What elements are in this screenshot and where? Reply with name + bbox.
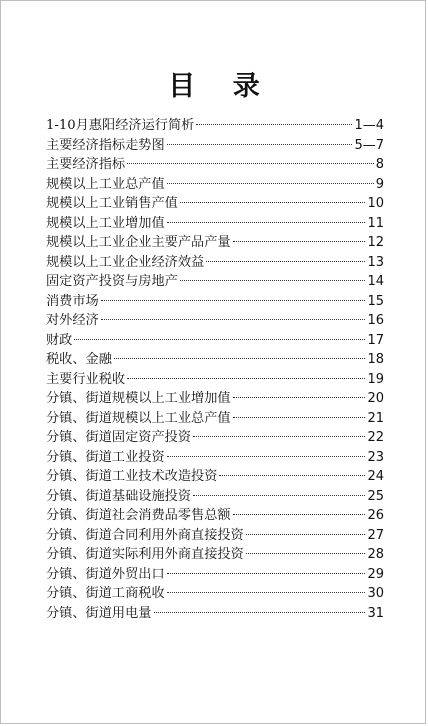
toc-entry-page-number: 1—4	[354, 118, 384, 133]
toc-dot-leader	[114, 358, 366, 359]
page-title: 目 录	[168, 71, 274, 103]
toc-entry[interactable]	[46, 272, 384, 292]
toc-entry-page-number: 11	[367, 215, 384, 231]
toc-dot-leader	[101, 300, 366, 301]
toc-entry-title: 分镇、街道基础设施投资	[46, 488, 192, 504]
toc-entry-title: 分镇、街道工业技术改造投资	[46, 469, 218, 484]
toc-entry-page-number: 17	[367, 332, 384, 348]
toc-entry-page-number: 12	[367, 235, 384, 250]
toc-entry[interactable]	[46, 311, 384, 331]
toc-entry-page-number: 28	[367, 547, 384, 562]
toc-dot-leader	[127, 378, 365, 379]
toc-entry-title: 消费市场	[46, 293, 99, 309]
toc-entry-page-number: 23	[367, 449, 384, 465]
toc-entry-title: 分镇、街道实际利用外商直接投资	[46, 547, 244, 562]
toc-entry-title: 规模以上工业增加值	[46, 215, 165, 231]
toc-entry-title: 规模以上工业企业经济效益	[46, 254, 205, 270]
toc-entry-title: 税收、金融	[46, 352, 112, 367]
toc-entry-title: 分镇、街道合同利用外商直接投资	[46, 527, 244, 543]
toc-entry-page-number: 31	[367, 605, 384, 621]
toc-dot-leader	[167, 573, 366, 574]
toc-entry[interactable]	[46, 526, 384, 546]
toc-dot-leader	[180, 202, 366, 203]
toc-dot-leader	[180, 280, 366, 281]
toc-entry-title: 主要行业税收	[46, 371, 126, 387]
toc-entry[interactable]	[46, 389, 384, 409]
toc-entry-page-number: 26	[367, 508, 384, 523]
toc-dot-leader	[219, 475, 365, 476]
toc-dot-leader	[167, 144, 353, 145]
toc-dot-leader	[233, 397, 366, 398]
toc-entry-title: 对外经济	[46, 313, 99, 328]
toc-entry-title: 分镇、街道规模以上工业增加值	[46, 391, 231, 406]
toc-entry-page-number: 5—7	[354, 137, 384, 153]
toc-dot-leader	[246, 534, 366, 535]
toc-entry[interactable]	[46, 604, 384, 624]
toc-dot-leader	[167, 592, 366, 593]
toc-entry-title: 规模以上工业总产值	[46, 176, 165, 192]
toc-entry[interactable]	[46, 175, 384, 195]
toc-entry[interactable]	[46, 331, 384, 351]
toc-entry-page-number: 30	[367, 586, 384, 601]
toc-entry-title: 1-10月惠阳经济运行简析	[46, 118, 195, 133]
toc-entry-title: 分镇、街道规模以上工业总产值	[46, 410, 231, 426]
toc-entry[interactable]	[46, 194, 384, 214]
toc-entry-page-number: 10	[367, 196, 384, 211]
toc-entry[interactable]	[46, 467, 384, 487]
toc-dot-leader	[233, 417, 366, 418]
toc-dot-leader	[206, 261, 365, 262]
toc-entry-page-number: 20	[367, 391, 384, 406]
toc-entry[interactable]	[46, 487, 384, 507]
toc-dot-leader	[101, 319, 366, 320]
toc-dot-leader	[167, 456, 366, 457]
toc-entry-page-number: 18	[367, 352, 384, 367]
toc-entry-title: 分镇、街道工业投资	[46, 449, 165, 465]
toc-entry-title: 分镇、街道社会消费品零售总额	[46, 508, 231, 523]
toc-entry[interactable]	[46, 136, 384, 156]
toc-dot-leader	[233, 514, 366, 515]
toc-entry[interactable]	[46, 506, 384, 526]
toc-entry-page-number: 21	[367, 410, 384, 426]
toc-entry-title: 规模以上工业企业主要产品产量	[46, 235, 231, 250]
toc-entry-title: 主要经济指标	[46, 157, 126, 172]
toc-entry-page-number: 9	[375, 176, 384, 192]
toc-entry-title: 分镇、街道工商税收	[46, 586, 165, 601]
toc-entry-page-number: 24	[367, 469, 384, 484]
toc-entry-page-number: 13	[367, 254, 384, 270]
toc-entry[interactable]	[46, 214, 384, 234]
toc-dot-leader	[193, 436, 365, 437]
toc-entry[interactable]	[46, 448, 384, 468]
toc-dot-leader	[167, 222, 366, 223]
toc-entry[interactable]	[46, 370, 384, 390]
toc-dot-leader	[193, 495, 365, 496]
toc-entry-page-number: 22	[367, 430, 384, 445]
toc-entry-page-number: 29	[367, 566, 384, 582]
toc-entry[interactable]	[46, 428, 384, 448]
toc-entry[interactable]	[46, 253, 384, 273]
toc-dot-leader	[127, 163, 374, 164]
toc-entry-title: 财政	[46, 332, 73, 348]
toc-entry-title: 规模以上工业销售产值	[46, 196, 178, 211]
toc-entry-title: 固定资产投资与房地产	[46, 274, 178, 289]
toc-entry-page-number: 16	[367, 313, 384, 328]
toc-dot-leader	[246, 553, 366, 554]
toc-entry[interactable]	[46, 584, 384, 604]
toc-entry[interactable]	[46, 545, 384, 565]
toc-entry-title: 分镇、街道外贸出口	[46, 566, 165, 582]
toc-entry-title: 主要经济指标走势图	[46, 137, 165, 153]
toc-dot-leader	[74, 339, 365, 340]
toc-entry[interactable]	[46, 116, 384, 136]
toc-dot-leader	[167, 183, 374, 184]
toc-entry[interactable]	[46, 565, 384, 585]
toc-dot-leader	[233, 241, 366, 242]
toc-entry-page-number: 8	[375, 157, 384, 172]
table-of-contents	[46, 116, 384, 623]
toc-entry-page-number: 15	[367, 293, 384, 309]
toc-entry[interactable]	[46, 409, 384, 429]
toc-entry-page-number: 27	[367, 527, 384, 543]
toc-dot-leader	[154, 612, 366, 613]
toc-entry[interactable]	[46, 233, 384, 253]
toc-entry[interactable]	[46, 155, 384, 175]
toc-entry-title: 分镇、街道固定资产投资	[46, 430, 192, 445]
toc-entry[interactable]	[46, 350, 384, 370]
toc-entry[interactable]	[46, 292, 384, 312]
toc-entry-title: 分镇、街道用电量	[46, 605, 152, 621]
toc-entry-page-number: 19	[367, 371, 384, 387]
toc-dot-leader	[196, 124, 352, 125]
toc-entry-page-number: 14	[367, 274, 384, 289]
toc-entry-page-number: 25	[367, 488, 384, 504]
